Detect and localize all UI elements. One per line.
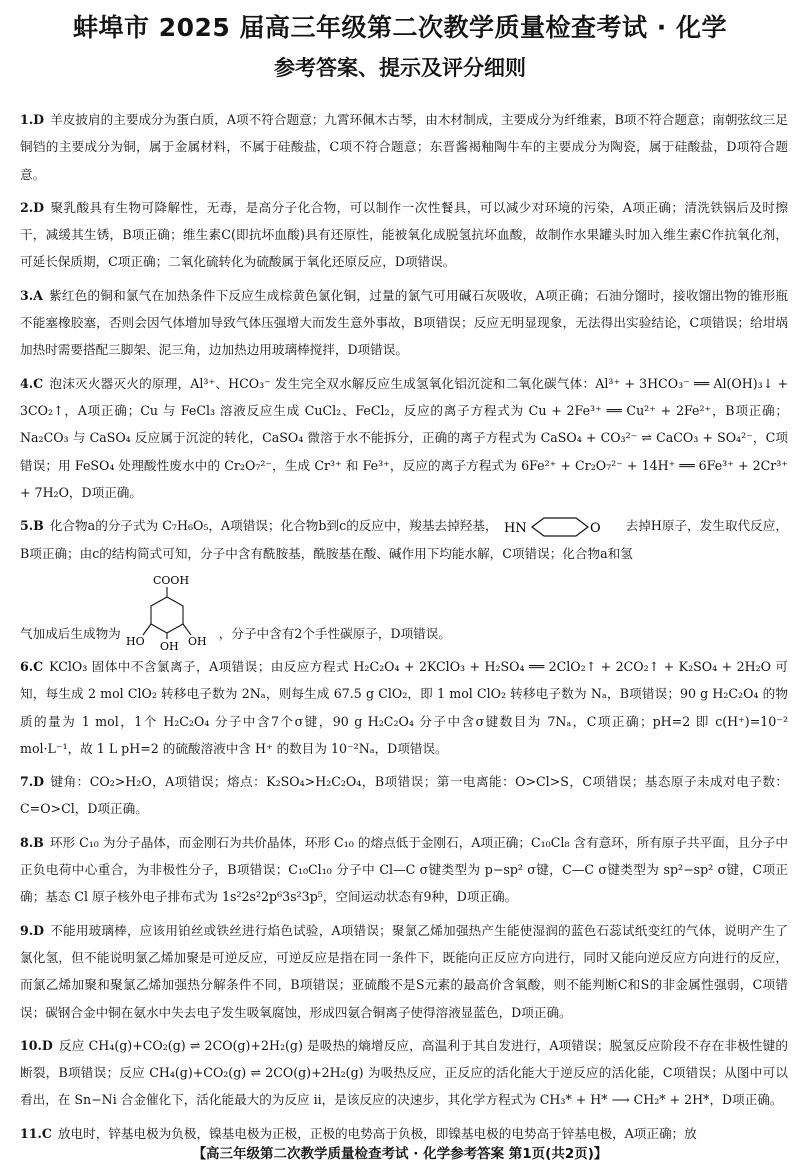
ho-label: HO	[125, 634, 145, 648]
answer-number: 10.D	[20, 1037, 53, 1053]
answer-item-6	[20, 653, 788, 762]
answer-explanation-part-a: 化合物a的分子式为 C₇H₆O₅，A项错误；化合物b到c的反应中，羧基去掉羟基，	[49, 518, 498, 534]
answer-item-5	[20, 512, 788, 567]
answer-item-9	[20, 917, 788, 1026]
answer-number: 8.B	[20, 834, 44, 850]
svg-text:O: O	[589, 520, 601, 536]
answer-number: 6.C	[20, 658, 44, 674]
oh-bottom-label: OH	[159, 639, 179, 651]
answer-number: 7.D	[20, 774, 45, 790]
answer-item-1	[20, 106, 788, 188]
answer-explanation: 泡沫灭火器灭火的原理，Al³⁺、HCO₃⁻ 发生完全双水解反应生成氢氧化铝沉淀和二氧化碳气体：Al³⁺ + 3HCO₃⁻ ══ Al(OH)₃↓ + 3CO₂↑，A项正确；Cu 与 FeCl₃ 溶液反应生成 CuCl₂、FeCl₂，反应的离子方程式为 Cu + 2Fe³⁺ ══ Cu²⁺ + 2Fe²⁺，B项正确；Na₂CO₃ 与 CaSO₄ 反应属于沉淀的转化，CaSO₄ 微溶于水不能拆分，正确的离子方程式为 CaSO₄ + CO₃²⁻ ⇌ CaCO₃ + SO₄²⁻，C项错误；用 FeSO₄ 处理酸性废水中的 Cr₂O₇²⁻，生成 Cr³⁺ 和 Fe³⁺，反应的离子方程式为 6Fe²⁺ + Cr₂O₇²⁻ + 14H⁺ ══ 6Fe³⁺ + 2Cr³⁺ + 7H₂O，D项正确。	[20, 375, 788, 500]
answer-item-8	[20, 829, 788, 911]
answer-explanation-part-b: 去掉H原子，发生取代反应，B项正确；由c的结构简式可知，分子中含有酰胺基，酰胺基在酸、碱作用下均能水解，C项错误；化合物a和氢	[20, 518, 788, 561]
answer-explanation: 键角：CO₂>H₂O，A项错误；熔点：K₂SO₄>H₂C₂O₄，B项错误；第一电离能：O>Cl>S，C项错误；基态原子未成对电子数：C=O>Cl，D项正确。	[20, 774, 788, 817]
document-title: 蚌埠市 2025 届高三年级第二次教学质量检查考试 · 化学	[73, 13, 727, 42]
answer-explanation: 反应 CH₄(g)+CO₂(g) ⇌ 2CO(g)+2H₂(g) 是吸热的熵增反应，高温利于其自发进行，A项错误；脱氢反应阶段不存在非极性键的断裂，B项错误；反应 CH₄(g)+CO₂(g) ⇌ 2CO(g)+2H₂(g) 为吸热反应，正反应的活化能大于逆反应的活化能，C项错误；从图中可以看出，在 Sn−Ni 合金催化下，活化能最大的为反应 ⅱ，是该反应的决速步，其化学方程式为 CH₃* + H* ⟶ CH₂* + 2H*，D项正确。	[20, 1037, 788, 1108]
answer-explanation: KClO₃ 固体中不含氯离子，A项错误；由反应方程式 H₂C₂O₄ + 2KClO₃ + H₂SO₄ ══ 2ClO₂↑ + 2CO₂↑ + K₂SO₄ + 2H₂O 可知，每生成 2 mol ClO₂ 转移电子数为 2Nₐ，则每生成 67.5 g ClO₂，即 1 mol ClO₂ 转移电子数为 Nₐ，B项错误；90 g H₂C₂O₄ 的物质的量为 1 mol，1个 H₂C₂O₄ 分子中含7个σ键，90 g H₂C₂O₄ 分子中含σ键数目为 7Nₐ，C项正确；pH=2 即 c(H⁺)=10⁻² mol·L⁻¹，故 1 L pH=2 的硫酸溶液中含 H⁺ 的数目为 10⁻²Nₐ，D项错误。	[20, 658, 788, 756]
cyclohexane-structure-diagram	[125, 573, 217, 651]
answer-number: 9.D	[20, 922, 45, 938]
answer-explanation: 紫红色的铜和氯气在加热条件下反应生成棕黄色氯化铜，过量的氯气可用碱石灰吸收，A项正确；石油分馏时，接收馏出物的锥形瓶不能塞橡胶塞，否则会因气体增加导致气体压强增大而发生意外事故，B项错误；反应无明显现象，无法得出实验结论，C项错误；给坩埚加热时需要搭配三脚架、泥三角，边加热边用玻璃棒搅拌，D项错误。	[20, 287, 788, 358]
answer-item-4	[20, 370, 788, 506]
document-subtitle: 参考答案、提示及评分细则	[274, 56, 526, 80]
answer-item-10	[20, 1032, 788, 1114]
answer-number: 4.C	[20, 375, 44, 391]
answer-number: 2.D	[20, 199, 45, 215]
answer-explanation-part-d: ，分子中含有2个手性碳原子，D项错误。	[218, 625, 451, 641]
answer-item-3	[20, 282, 788, 364]
answer-number: 5.B	[20, 518, 44, 534]
oh-right-label: OH	[187, 634, 207, 648]
answer-explanation: 聚乳酸具有生物可降解性，无毒，是高分子化合物，可以制作一次性餐具，可以减少对环境的污染，A项正确；清洗铁锅后及时擦干，减缓其生锈，B项正确；维生素C(即抗坏血酸)具有还原性，能被氧化成脱氢抗坏血酸，故制作水果罐头时加入维生素C作抗氧化剂，可延长保质期，C项正确；二氧化硫转化为硫酸属于氧化还原反应，D项错误。	[20, 199, 788, 270]
answer-explanation: 不能用玻璃棒，应该用铂丝或铁丝进行焰色试验，A项错误；聚氯乙烯加强热产生能使湿润的蓝色石蕊试纸变红的气体，说明产生了氯化氢，但不能说明氯乙烯加聚是可逆反应，可逆反应是指在同一条件下，既能向正反应方向进行，同时又能向逆反应方向进行的反应，而氯乙烯加聚和聚氯乙烯加强热分解条件不同，B项错误；亚硫酸不是S元素的最高价含氧酸，则不能判断C和S的非金属性强弱，C项错误；碳钢合金中铜在氨水中失去电子发生吸氧腐蚀，形成四氨合铜离子使得溶液显蓝色，D项正确。	[20, 922, 788, 1020]
answer-explanation: 放电时，锌基电极为负极，镍基电极为正极，正极的电势高于负极，即镍基电极的电势高于锌基电极，A项正确；放	[57, 1125, 697, 1141]
answer-list	[20, 106, 788, 1153]
answer-explanation: 环形 C₁₀ 为分子晶体，而金刚石为共价晶体，环形 C₁₀ 的熔点低于金刚石，A项正确；C₁₀Cl₈ 含有意环，所有原子共平面，且分子中正负电荷中心重合，为非极性分子，B项错误；C₁₀Cl₁₀ 分子中 Cl—C σ键类型为 p−sp² σ键，C—C σ键类型为 sp²−sp² σ键，C项正确；基态 Cl 原子核外电子排布式为 1s²2s²2p⁶3s²3p⁵，空间运动状态有9种，D项正确。	[20, 834, 788, 905]
answer-item-7	[20, 768, 788, 823]
answer-explanation-part-c: 气加成后生成物为	[20, 625, 121, 641]
answer-item-2	[20, 194, 788, 276]
answer-number: 3.A	[20, 287, 43, 303]
answer-number: 1.D	[20, 112, 45, 127]
answer-item-5-structure-row	[20, 573, 788, 651]
cooh-label: COOH	[152, 573, 189, 587]
morpholine-ring-structure	[502, 514, 622, 540]
ring-hn-label: HN	[503, 520, 527, 536]
answer-number: 11.C	[20, 1125, 52, 1141]
page-footer: 【高三年级第二次教学质量检查考试 · 化学参考答案 第1页(共2页)】	[192, 1146, 608, 1162]
answer-explanation: 羊皮披肩的主要成分为蛋白质，A项不符合题意；九霄环佩木古琴，由木材制成，主要成分为纤维素，B项不符合题意；南朝弦纹三足铜铛的主要成分为铜，属于金属材料，不属于硅酸盐，C项不符合题意；东晋酱褐釉陶牛车的主要成分为陶瓷，属于硅酸盐，D项符合题意。	[20, 112, 788, 182]
